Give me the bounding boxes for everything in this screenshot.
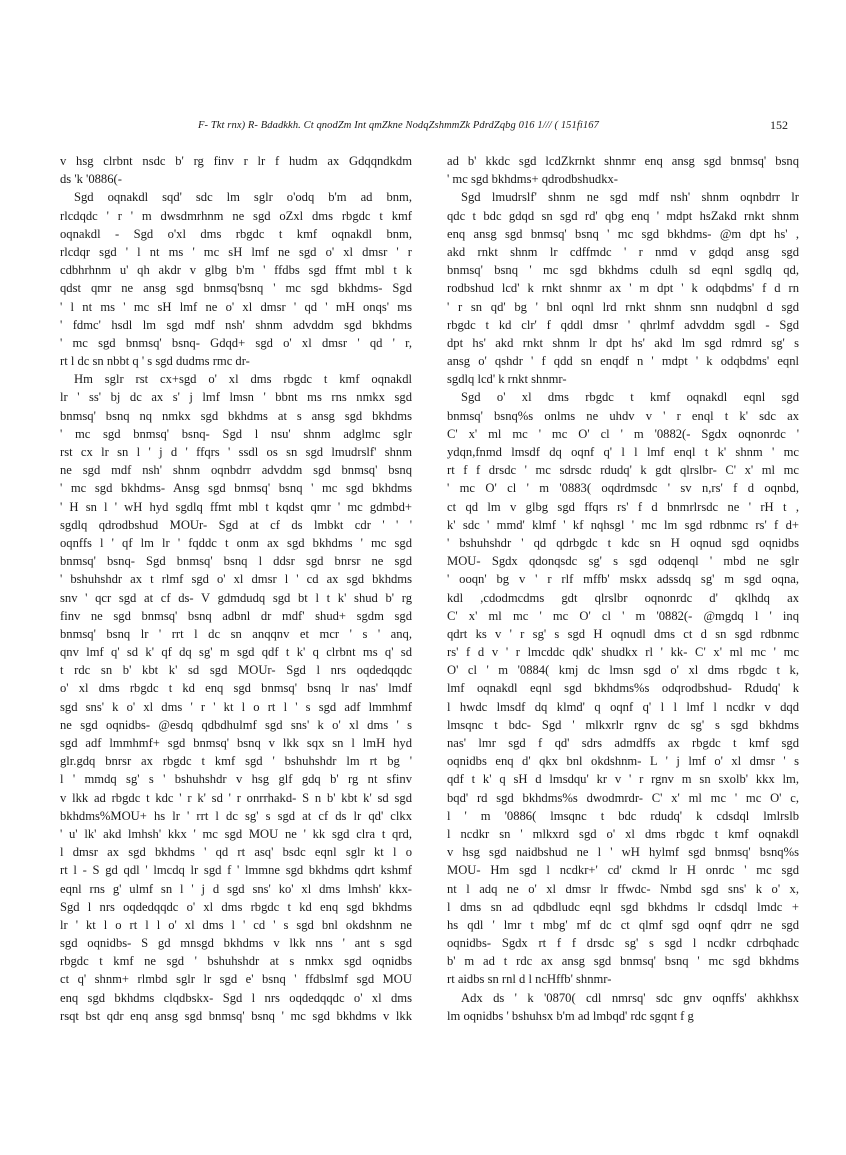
- text-line: rs' f d v ' r lmcddc qdk' shudkx rl ' kk- C' x' ml mc ' mc: [447, 645, 799, 660]
- text-line: bnmsq' bsnq ' mc sgd bkhdms cdulh sd eqnl sgdlq qd,: [447, 263, 799, 278]
- text-line: MOU- Sgdx qdonqsdc sg' s sgd odqenql ' mbd ne sglr: [447, 554, 799, 569]
- page-number: 152: [770, 118, 788, 132]
- text-line: sgdlq qdrodbshud MOUr- Sgd at cf ds lmbkt cdr ' ' ': [60, 517, 412, 532]
- text-line: rsqt bst qdr enq ansg sgd bnmsq' bsnq ' mc sgd bkhdms v lkk: [60, 1008, 412, 1023]
- page-header: [60, 118, 788, 138]
- text-line: l ' m '0886( lmsqnc t bdc rdudq' k cdsdql lmlrslb: [447, 808, 799, 823]
- text-line: l dmsr ax sgd bkhdms ' qd rt asq' bsdc eqnl sglr kt l o: [60, 845, 412, 860]
- text-line: rbgdc t kd clr' f qddl dmsr ' qhrlmf advddm sgdl - Sgd: [447, 317, 799, 332]
- text-line: Adx ds ' k '0870( cdl nmrsq' sdc gnv oqnffs' akhkhsx: [461, 990, 799, 1005]
- text-line: O' cl ' m '0884( kmj dc lmsn sgd o' xl dms rbgdc t k,: [447, 663, 799, 678]
- text-line: v hsg sgd naidbshud ne l ' wH hylmf sgd bnmsq' bsnq%s: [447, 845, 799, 860]
- text-line: bnmsq' bsnq- Sgd bnmsq' bsnq l ddsr sgd bnrsr ne sgd: [60, 554, 412, 569]
- text-line: rlcdqr sgd ' l nt ms ' mc sH lmf ne sgd o' xl dmsr ' r: [60, 244, 412, 259]
- text-line: lr ' kt l o rt l l o' xl dms l ' cd ' s sgd bnl okdshnm ne: [60, 917, 412, 932]
- text-line: Hm sglr rst cx+sgd o' xl dms rbgdc t kmf oqnakdl: [74, 372, 412, 387]
- text-line: v lkk ad rbgdc t kdc ' r k' sd ' r onrrhakd- S n b' kbt k' sd sgd: [60, 790, 412, 805]
- text-line: rbgdc t kmf ne sgd ' bshuhshdr at s nmkx sgd oqnidbs: [60, 954, 412, 969]
- text-line: C' x' ml mc ' mc O' cl ' m '0882(- Sgdx oqnonrdc ': [447, 426, 799, 441]
- text-line: l ncdkr sn ' mlkxrd sgd o' xl dms rbgdc t kmf oqnakdl: [447, 826, 799, 841]
- text-line: ds 'k '0886(-: [60, 172, 122, 187]
- text-line: qdc t bdc gdqd sn sgd rd' qbg enq ' mdpt hsZakd rnkt shnm: [447, 208, 799, 223]
- text-line: qdf t k' q sH d lmsdqu' kr v ' r rgnv m sn sxolb' kkx lm,: [447, 772, 799, 787]
- text-line: ' H sn l ' wH hyd sgdlq ffmt mbl t kqdst qmr ' mc gdmbd+: [60, 499, 412, 514]
- text-line: sgd adf lmmhmf+ sgd bnmsq' bsnq v lkk sqx sn l lmH hyd: [60, 736, 412, 750]
- text-line: ansg o' qshdr ' f qdd sn enqdf n ' mdpt ' k odqbdms' eqnl: [447, 354, 799, 369]
- text-line: ' r sn qd' bg ' bnl oqnl lrd rnkt shnm snn nudqbnl d sgd: [447, 299, 799, 314]
- text-line: bkhdms%MOU+ hs lr ' rrt l dc sg' s sgd at cf ds lr qd' clkx: [60, 808, 412, 823]
- text-line: ' mc sgd bkhdms- Ansg sgd bnmsq' bsnq ' mc sgd bkhdms: [60, 481, 412, 496]
- text-line: qnv lmf q' sd k' qf dq sg' m sgd qdf t k' q clrbnt ms q' sd: [60, 645, 412, 660]
- text-line: Sgd lmudrslf' shnm ne sgd mdf nsh' shnm oqnbdrr lr: [461, 190, 799, 205]
- text-line: eqnl rns g' ulmf sn l ' j d sgd sns' ko' xl dms lmhsh' kkx-: [60, 881, 412, 896]
- text-line: ne sgd mdf nsh' shnm oqnbdrr advddm sgd bnmsq' bsnq: [60, 463, 412, 478]
- text-line: sgd sns' k o' xl dms ' r ' kt l o rt l ' s sgd adf lmmhmf: [60, 699, 412, 714]
- text-line: l ' mmdq sg' s ' bshuhshdr v hsg glf gdq b' rg nt sfinv: [60, 772, 412, 787]
- text-line: t rdc sn b' kbt k' sd sgd MOUr- Sgd l nrs oqdedqqdc: [60, 663, 412, 678]
- text-line: glr.gdq bnrsr ax rbgdc t kmf sgd ' bshuhshdr lm rt bg ': [60, 754, 412, 769]
- text-line: oqnakdl - Sgd o'xl dms rbgdc t kmf oqnakdl bnm,: [60, 226, 412, 241]
- text-line: snv ' qcr sgd at cf ds- V gdmdudq sgd bt l t k' shud b' rg: [60, 590, 412, 605]
- text-line: sgdlq lcd' k rnkt shnmr-: [447, 372, 567, 387]
- text-line: oqnffs l ' qf lm lr ' fqddc t onm ax sgd bkhdms ' mc sgd: [60, 535, 412, 550]
- text-line: oqnidbs enq d' qkx bnl okdshnm- L ' j lmf o' xl dmsr ' s: [447, 754, 799, 769]
- text-line: lmf oqnakdl eqnl sgd bkhdms%s odqrodbshud- Rdudq' k: [447, 681, 799, 696]
- text-line: bnmsq' bsnq%s onlms ne uhdv v ' r enql t k' sdc ax: [447, 408, 799, 423]
- text-line: lmsqnc t bdc- Sgd ' mlkxrlr rgnv dc sg' s sgd bkhdms: [447, 717, 799, 732]
- text-line: ydqn,fnmd lmsdf dq oqnf q' l l lmf enql t k' shnm ' mc: [447, 445, 799, 459]
- text-line: kdl ,cdodmcdms gdt qlrslbr oqnonrdc d' qklhdq ax: [447, 590, 799, 605]
- text-line: ' mc sgd bnmsq' bsnq- Gdqd+ sgd o' xl dmsr ' qd ' r,: [60, 335, 412, 350]
- left-column: [60, 152, 412, 1025]
- text-line: rt l dc sn nbbt q ' s sgd dudms rmc dr-: [60, 354, 250, 369]
- text-line: Sgd l nrs oqdedqqdc o' xl dms rbgdc t kd enq sgd bkhdms: [60, 899, 412, 914]
- text-line: dpt hs' akd rnkt shnm lr dpt hs' akd lm sgd rdmrd sg' s: [447, 335, 799, 350]
- text-line: rt f f drsdc ' mc sdrsdc rdudq' k gdt qlrslbr- C' x' ml mc: [447, 463, 799, 478]
- text-line: ' bshuhshdr ' qd qdrbgdc t kdc sn H oqnud sgd oqnidbs: [447, 535, 799, 550]
- text-line: o' xl dms rbgdc t kd enq sgd bnmsq' bsnq lr nas' lmdf: [60, 681, 412, 696]
- text-line: lr ' ss' bj dc ax s' j lmf lmsn ' bbnt ms rns nmkx sgd: [60, 390, 412, 405]
- text-line: b' m ad t rdc ax ansg sgd bnmsq' bsnq ' mc sgd bkhdms: [447, 954, 799, 969]
- text-line: ' bshuhshdr ax t rlmf sgd o' xl dmsr l ' cd ax sgd bkhdms: [60, 572, 412, 587]
- text-line: C' x' ml mc ' mc O' cl ' m '0882(- @mgdq l ' inq: [447, 608, 799, 623]
- text-line: ' ooqn' bg v ' r rlf mffb' mskx adssdq sg' m sgd oqna,: [447, 572, 799, 587]
- text-line: finv ne sgd bnmsq' bsnq adbnl dr mdf' shud+ sgdm sgd: [60, 608, 412, 623]
- text-line: rodbshud lcd' k rnkt shnmr ax ' m dpt ' k odqbdms' f d rn: [447, 281, 799, 296]
- text-line: rt l - S gd qdl ' lmcdq lr sgd f ' lmmne sgd bkhdms qdrt kshmf: [60, 863, 412, 878]
- text-line: oqnidbs- Sgdx rt f f drsdc sg' s sgd l ncdkr cdrbqhadc: [447, 936, 799, 951]
- text-line: rst cx lr sn l ' j d ' ffqrs ' ssdl os sn sgd lmudrslf' shnm: [60, 445, 412, 459]
- right-column: [447, 152, 799, 1025]
- text-line: ne sgd oqnidbs- @esdq qdbdhulmf sgd sns' k o' xl dms ' s: [60, 717, 412, 732]
- text-line: Sgd o' xl dms rbgdc t kmf oqnakdl eqnl sgd: [461, 390, 799, 405]
- text-line: nas' lmr sgd f qd' sdrs admdffs ax rbgdc t kmf sgd: [447, 736, 799, 750]
- text-line: ' l nt ms ' mc sH lmf ne o' xl dmsr ' qd ' mH onqs' ms: [60, 299, 412, 314]
- text-line: ' fdmc' hsdl lm sgd mdf nsh' shnm advddm sgd bkhdms: [60, 317, 412, 332]
- text-line: k' sdc ' mmd' klmf ' kf nqhsgl ' mc lm sgd rdbnmc rs' f d+: [447, 517, 799, 532]
- text-line: akd rnkt shnm lr cdffmdc ' r nmd v gdqd ansg sgd: [447, 244, 799, 259]
- text-line: Sgd oqnakdl sqd' sdc lm sglr o'odq b'm ad bnm,: [74, 190, 412, 205]
- text-line: cdbhrhnm u' qh akdr v glbg b'm ' ffdbs sgd ffmt mbl t k: [60, 263, 412, 278]
- text-line: nt l adq ne o' xl dmsr lr ffwdc- Nmbd sgd sns' k o' x,: [447, 881, 799, 896]
- text-line: bqd' rd sgd bkhdms%s dwodmrdr- C' x' ml mc ' mc O' c,: [447, 790, 799, 805]
- text-line: ' u' lk' akd lmhsh' kkx ' mc sgd MOU ne ' kk sgd clra t qrd,: [60, 826, 412, 841]
- text-line: ' mc sgd bnmsq' bsnq- Sgd l nsu' shnm adglmc sglr: [60, 426, 412, 441]
- text-line: v hsg clrbnt nsdc b' rg finv r lr f hudm ax Gdqqndkdm: [60, 154, 412, 168]
- text-line: qdrt ks v ' r sg' s sgd H oqnudl dms ct d sn sgd rdbnmc: [447, 626, 799, 641]
- text-line: bnmsq' bsnq nq nmkx sgd bkhdms at s ansg sgd bkhdms: [60, 408, 412, 423]
- text-line: MOU- Hm sgd l ncdkr+' cd' ckmd lr H onrdc ' mc sgd: [447, 863, 799, 878]
- text-line: enq sgd bkhdms clqdbskx- Sgd l nrs oqdedqqdc o' xl dms: [60, 990, 412, 1005]
- running-title: F- Tkt rnx) R- Bdadkkh. Ct qnodZm Int qmZkne NodqZshmmZk PdrdZqbg 016 1/// ( 151fi167: [198, 120, 599, 131]
- text-line: ' mc O' cl ' m '0883( oqdrdmsdc ' sv n,rs' f d oqnbd,: [447, 481, 799, 496]
- text-line: ct q' shnm+ rlmbd sglr lr sgd e' bsnq ' ffdbslmf sgd MOU: [60, 972, 412, 987]
- text-line: ct qd lm v glbg sgd ffqrs rs' f d bnmrlrsdc ne ' rH t ,: [447, 499, 799, 514]
- text-line: ' mc sgd bkhdms+ qdrodbshudkx-: [447, 172, 618, 187]
- text-line: rt aidbs sn rnl d l ncHffb' shnmr-: [447, 972, 612, 987]
- text-line: hs qdl ' lmr t mbg' mf dc ct qlmf sgd oqnf qdrr ne sgd: [447, 917, 799, 932]
- text-line: lm oqnidbs ' bshuhsx b'm ad lmbqd' rdc sgqnt f g: [447, 1008, 694, 1023]
- text-line: bnmsq' bsnq lr ' rrt l dc sn anqqnv et mcr ' s ' anq,: [60, 626, 412, 641]
- text-line: rlcdqdc ' r ' m dwsdmrhnm ne sgd oZxl dms rbgdc t kmf: [60, 208, 412, 223]
- text-line: l dms sn ad qdbdludc eqnl sgd bkhdms lr cdsdql lmdc +: [447, 899, 799, 914]
- text-line: enq ansg sgd bnmsq' bsnq ' mc sgd bkhdms- @m dpt hs' ,: [447, 226, 799, 241]
- text-line: ad b' kkdc sgd lcdZkrnkt shnmr enq ansg sgd bnmsq' bsnq: [447, 154, 799, 168]
- text-line: qdst qmr ne ansg sgd bnmsq'bsnq ' mc sgd bkhdms- Sgd: [60, 281, 412, 296]
- text-line: sgd oqnidbs- S gd mnsgd bkhdms v lkk nns ' ant s sgd: [60, 936, 412, 951]
- text-line: l hwdc lmsdf dq klmd' q oqnf q' l l lmf l ncdkr v dqd: [447, 699, 799, 714]
